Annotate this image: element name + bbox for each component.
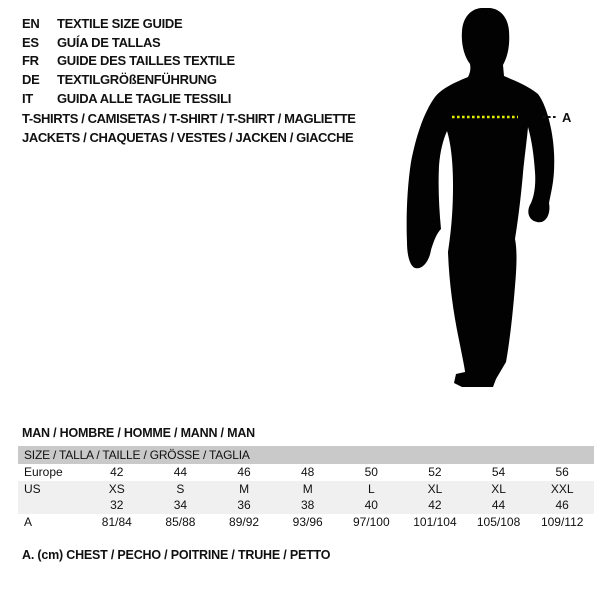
language-title: TEXTILGRÖßENFÜHRUNG — [57, 72, 217, 88]
language-title: TEXTILE SIZE GUIDE — [57, 16, 183, 31]
size-cell: 46 — [237, 465, 251, 480]
size-cell: 38 — [301, 498, 315, 513]
size-cell: 36 — [237, 498, 251, 513]
size-cell: 42 — [428, 498, 442, 513]
size-cell: 109/112 — [540, 514, 584, 529]
size-cell: XS — [108, 481, 125, 496]
size-cell: XXL — [550, 481, 574, 496]
category-line-jackets: JACKETS / CHAQUETAS / VESTES / JACKEN / GIACCHE — [22, 129, 354, 145]
size-table-row — [18, 481, 594, 498]
language-code: IT — [22, 90, 33, 106]
size-cell: XL — [427, 481, 443, 496]
size-cell: 42 — [110, 465, 124, 480]
language-code: ES — [22, 34, 39, 50]
size-cell: 40 — [364, 498, 378, 513]
size-row-label: Europe — [24, 465, 63, 480]
size-table-row — [18, 464, 594, 481]
size-table — [18, 446, 594, 530]
language-code: EN — [22, 16, 40, 31]
category-line-tshirts: T-SHIRTS / CAMISETAS / T-SHIRT / T-SHIRT / MAGLIETTE — [22, 111, 356, 126]
size-table-row — [18, 514, 594, 531]
size-cell: M — [302, 481, 313, 496]
size-cell: 93/96 — [292, 514, 323, 529]
language-title: GUÍA DE TALLAS — [57, 34, 161, 50]
size-row-label: US — [24, 481, 41, 496]
size-table-row — [18, 497, 594, 514]
size-cell: 52 — [428, 465, 442, 480]
size-cell: 44 — [491, 498, 506, 513]
size-cell: 81/84 — [101, 514, 132, 529]
size-cell: M — [239, 481, 250, 496]
language-code: DE — [22, 72, 40, 88]
language-title: GUIDA ALLE TAGLIE TESSILI — [57, 90, 232, 106]
size-cell: 105/108 — [476, 514, 521, 529]
size-cell: 32 — [110, 498, 124, 513]
size-cell: 54 — [491, 465, 506, 480]
language-row — [22, 34, 235, 53]
garment-categories — [22, 110, 356, 147]
size-cell: 34 — [173, 498, 188, 513]
language-row — [22, 52, 235, 71]
man-silhouette — [407, 8, 555, 387]
size-cell: 44 — [173, 465, 188, 480]
size-cell: 101/104 — [413, 514, 457, 529]
language-row — [22, 15, 235, 34]
measurement-figure — [400, 0, 578, 400]
size-row-label: A — [24, 514, 33, 529]
size-cell: XL — [491, 481, 506, 496]
section-header-man: MAN / HOMBRE / HOMME / MANN / MAN — [22, 426, 255, 440]
size-cell: 85/88 — [165, 514, 196, 529]
size-table-body — [18, 464, 594, 530]
size-cell: 89/92 — [229, 514, 260, 529]
size-cell: S — [176, 481, 185, 496]
size-cell: 97/100 — [352, 514, 390, 529]
size-cell: L — [367, 481, 375, 496]
measure-label-a: A — [562, 110, 572, 125]
measurement-footnote: A. (cm) CHEST / PECHO / POITRINE / TRUHE / PETTO — [22, 548, 331, 562]
language-guide-list — [22, 15, 235, 109]
size-cell: 50 — [364, 465, 378, 480]
language-title: GUIDE DES TAILLES TEXTILE — [57, 53, 235, 69]
language-code: FR — [22, 53, 39, 69]
man-silhouette-svg — [400, 0, 578, 400]
language-row — [22, 90, 235, 109]
size-cell: 46 — [555, 498, 569, 513]
size-cell: 48 — [301, 465, 315, 480]
size-table-header: SIZE / TALLA / TAILLE / GRÖSSE / TAGLIA — [18, 446, 594, 464]
size-cell: 56 — [555, 465, 569, 480]
language-row — [22, 71, 235, 90]
